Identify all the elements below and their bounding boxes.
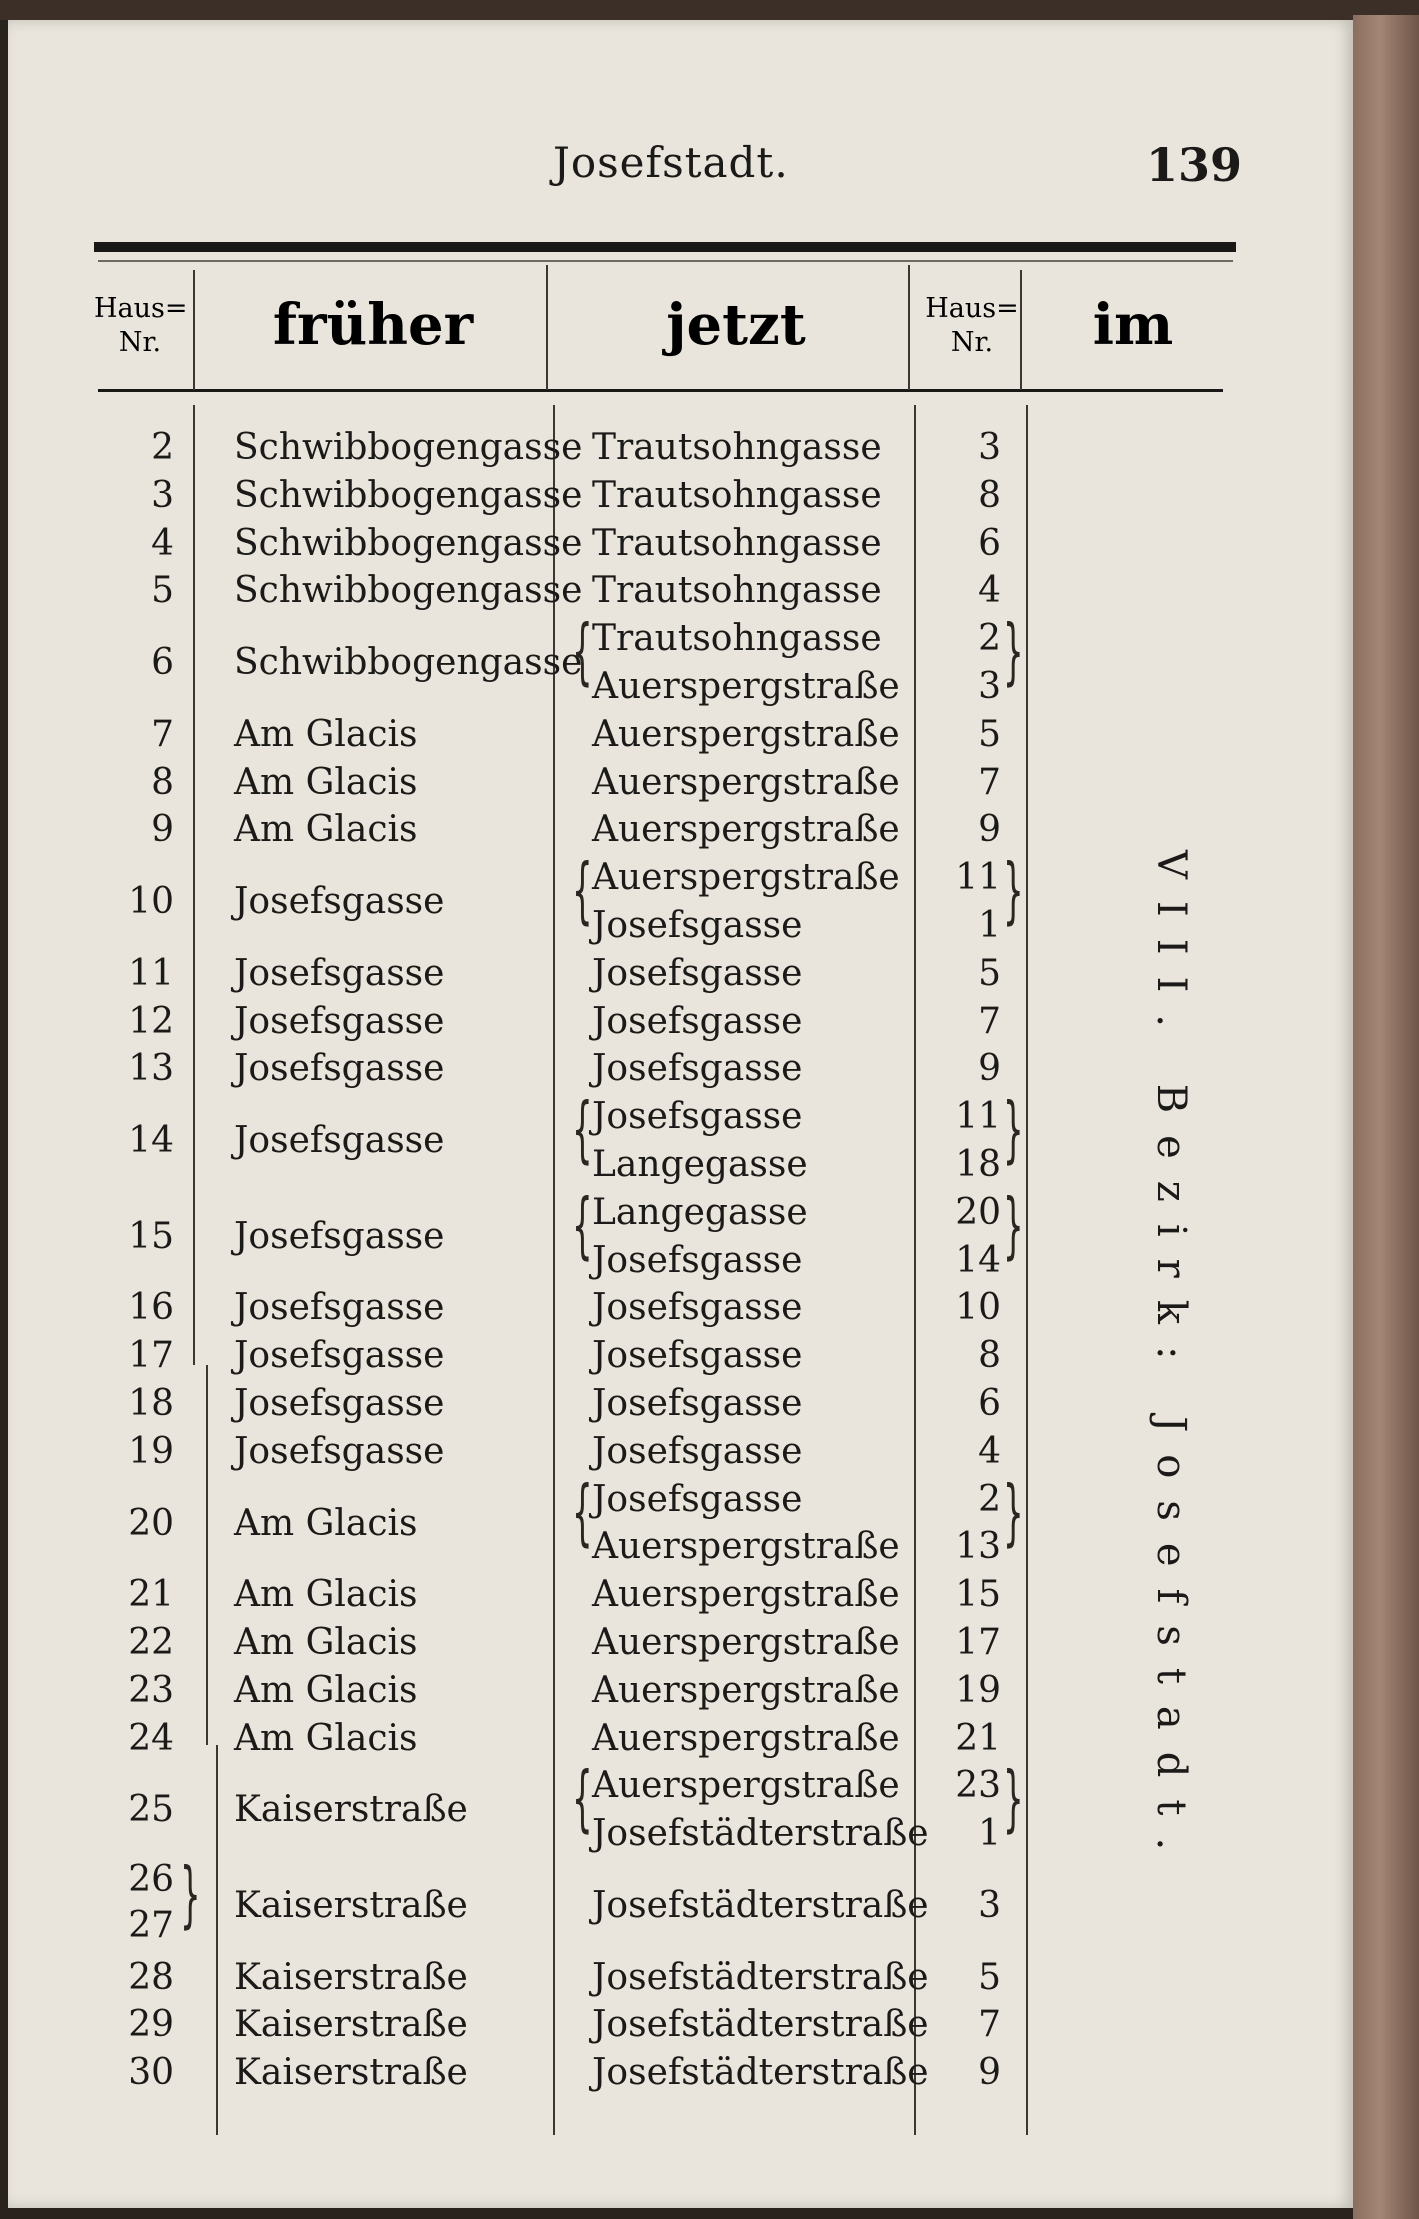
new-house-no: 4 bbox=[978, 1430, 1001, 1472]
new-house-no: 3 bbox=[978, 427, 1001, 468]
former-street: Kaiserstraße bbox=[234, 1789, 468, 1831]
new-house-no: 18 bbox=[955, 1144, 1001, 1185]
header-old-house-no-line2: Nr. bbox=[118, 327, 162, 358]
brace-left: { bbox=[572, 1087, 593, 1172]
current-street: Auerspergstraße bbox=[592, 1574, 900, 1616]
old-house-no: 22 bbox=[128, 1622, 174, 1663]
former-street: Josefsgasse bbox=[234, 1430, 445, 1472]
new-house-no: 13 bbox=[955, 1526, 1001, 1568]
old-house-no: 7 bbox=[151, 713, 174, 755]
current-street: Josefsgasse bbox=[592, 1287, 803, 1329]
former-street: Kaiserstraße bbox=[234, 1956, 468, 1998]
old-house-no: 8 bbox=[151, 761, 174, 803]
former-street: Josefsgasse bbox=[234, 1048, 445, 1090]
header-secondary-rule bbox=[98, 260, 1233, 262]
current-street: Auerspergstraße bbox=[592, 857, 900, 899]
new-house-no: 9 bbox=[978, 1048, 1001, 1090]
current-street: Langegasse bbox=[592, 1191, 808, 1233]
current-street: Auerspergstraße bbox=[592, 1669, 900, 1711]
old-house-no: 11 bbox=[128, 952, 174, 994]
new-house-no: 7 bbox=[978, 1000, 1001, 1042]
book-page bbox=[8, 20, 1353, 2208]
header-top-rule bbox=[94, 242, 1236, 252]
header-divider-1 bbox=[193, 270, 195, 390]
former-street: Am Glacis bbox=[234, 713, 418, 755]
current-street: Josefsgasse bbox=[592, 1383, 803, 1424]
old-house-no: 3 bbox=[151, 474, 174, 516]
new-house-no: 2 bbox=[978, 1478, 1001, 1520]
old-house-no: 27 bbox=[128, 1904, 174, 1946]
body-divider-1a bbox=[193, 405, 195, 1365]
old-house-no: 13 bbox=[128, 1048, 174, 1090]
new-house-no: 23 bbox=[955, 1765, 1001, 1807]
former-street: Josefsgasse bbox=[234, 1215, 445, 1257]
book-page-edge bbox=[1353, 15, 1419, 2219]
former-street: Josefsgasse bbox=[234, 1120, 445, 1162]
former-street: Schwibbogengasse bbox=[234, 570, 583, 612]
current-street: Auerspergstraße bbox=[592, 809, 900, 851]
new-house-no: 14 bbox=[955, 1239, 1001, 1281]
new-house-no: 8 bbox=[978, 474, 1001, 516]
running-head: Josefstadt. bbox=[553, 138, 789, 187]
former-street: Josefsgasse bbox=[234, 881, 445, 923]
current-street: Trautsohngasse bbox=[592, 570, 882, 612]
header-divider-4 bbox=[1020, 270, 1022, 390]
former-street: Am Glacis bbox=[234, 1669, 418, 1711]
new-house-no: 11 bbox=[955, 857, 1001, 899]
new-house-no: 19 bbox=[955, 1669, 1001, 1711]
new-house-no: 9 bbox=[978, 2052, 1001, 2094]
new-house-no: 3 bbox=[978, 666, 1001, 707]
header-bottom-rule bbox=[98, 389, 1223, 392]
former-street: Josefsgasse bbox=[234, 1335, 445, 1377]
current-street: Trautsohngasse bbox=[592, 474, 882, 516]
brace-left: { bbox=[572, 609, 593, 694]
old-house-no: 17 bbox=[128, 1335, 174, 1377]
header-new-house-no-line1: Haus= bbox=[925, 293, 1019, 324]
old-house-no: 23 bbox=[128, 1669, 174, 1711]
former-street: Am Glacis bbox=[234, 1502, 418, 1544]
current-street: Auerspergstraße bbox=[592, 1717, 900, 1759]
former-street: Am Glacis bbox=[234, 809, 418, 851]
current-street: Auerspergstraße bbox=[592, 1765, 900, 1807]
new-house-no: 7 bbox=[978, 761, 1001, 803]
body-divider-3 bbox=[914, 405, 916, 2135]
former-street: Josefsgasse bbox=[234, 1000, 445, 1042]
former-street: Am Glacis bbox=[234, 1574, 418, 1616]
old-house-no: 2 bbox=[151, 427, 174, 468]
old-house-no: 29 bbox=[128, 2004, 174, 2046]
old-house-no: 12 bbox=[128, 1000, 174, 1042]
new-house-no: 5 bbox=[978, 1956, 1001, 1998]
current-street: Josefsgasse bbox=[592, 1478, 803, 1520]
former-street: Am Glacis bbox=[234, 761, 418, 803]
current-street: Auerspergstraße bbox=[592, 761, 900, 803]
old-house-no: 15 bbox=[128, 1215, 174, 1257]
brace-right: } bbox=[1003, 1182, 1024, 1267]
former-street: Am Glacis bbox=[234, 1717, 418, 1759]
current-street: Josefstädterstraße bbox=[592, 1884, 929, 1926]
new-house-no: 9 bbox=[978, 809, 1001, 851]
brace-right: } bbox=[1003, 848, 1024, 933]
new-house-no: 7 bbox=[978, 2004, 1001, 2046]
old-house-no: 18 bbox=[128, 1383, 174, 1424]
brace-left: { bbox=[572, 1469, 593, 1554]
current-street: Josefsgasse bbox=[592, 1048, 803, 1090]
current-street: Langegasse bbox=[592, 1144, 808, 1185]
old-house-no: 20 bbox=[128, 1502, 174, 1544]
former-street: Kaiserstraße bbox=[234, 2004, 468, 2046]
new-house-no: 20 bbox=[955, 1191, 1001, 1233]
book-top-edge bbox=[0, 0, 1419, 20]
current-street: Josefsgasse bbox=[592, 905, 803, 946]
new-house-no: 11 bbox=[955, 1096, 1001, 1138]
current-street: Auerspergstraße bbox=[592, 666, 900, 707]
brace-right: } bbox=[1003, 609, 1024, 694]
brace-left: { bbox=[572, 1182, 593, 1267]
former-street: Schwibbogengasse bbox=[234, 522, 583, 564]
old-house-no: 4 bbox=[151, 522, 174, 564]
new-house-no: 21 bbox=[955, 1717, 1001, 1759]
new-house-no: 15 bbox=[955, 1574, 1001, 1616]
current-street: Josefsgasse bbox=[592, 1096, 803, 1138]
current-street: Josefsgasse bbox=[592, 1335, 803, 1377]
former-street: Josefsgasse bbox=[234, 1287, 445, 1329]
former-street: Josefsgasse bbox=[234, 952, 445, 994]
new-house-no: 6 bbox=[978, 522, 1001, 564]
new-house-no: 5 bbox=[978, 713, 1001, 755]
body-divider-1c bbox=[216, 1745, 218, 2135]
header-old-house-no bbox=[94, 292, 186, 360]
current-street: Josefsgasse bbox=[592, 1430, 803, 1472]
old-house-no: 9 bbox=[151, 809, 174, 851]
former-street: Schwibbogengasse bbox=[234, 427, 583, 468]
new-house-no: 17 bbox=[955, 1622, 1001, 1663]
former-street: Schwibbogengasse bbox=[234, 642, 583, 684]
current-street: Josefstädterstraße bbox=[592, 2052, 929, 2094]
brace-left: { bbox=[572, 1756, 593, 1841]
brace-right: } bbox=[1003, 1087, 1024, 1172]
header-divider-2 bbox=[546, 265, 548, 390]
header-district: im bbox=[1092, 292, 1174, 358]
page-number: 139 bbox=[1146, 138, 1243, 192]
old-house-no: 14 bbox=[128, 1120, 174, 1162]
header-current-street: jetzt bbox=[666, 292, 806, 358]
current-street: Josefsgasse bbox=[592, 952, 803, 994]
current-street: Trautsohngasse bbox=[592, 522, 882, 564]
header-old-house-no-line1: Haus= bbox=[94, 293, 188, 324]
body-divider-4 bbox=[1026, 405, 1028, 2135]
current-street: Auerspergstraße bbox=[592, 713, 900, 755]
district-label: VIII. Bezirk: Josefstadt. bbox=[1148, 850, 1194, 1873]
new-house-no: 10 bbox=[955, 1287, 1001, 1329]
brace-right: } bbox=[1003, 1469, 1024, 1554]
brace-left: { bbox=[572, 848, 593, 933]
brace-right: } bbox=[1003, 1756, 1024, 1841]
header-new-house-no bbox=[920, 292, 1024, 360]
header-divider-3 bbox=[908, 265, 910, 390]
new-house-no: 8 bbox=[978, 1335, 1001, 1377]
new-house-no: 2 bbox=[978, 618, 1001, 660]
body-divider-1b bbox=[206, 1365, 208, 1745]
old-house-no: 5 bbox=[151, 570, 174, 612]
former-street: Kaiserstraße bbox=[234, 1884, 468, 1926]
current-street: Auerspergstraße bbox=[592, 1526, 900, 1568]
current-street: Josefstädterstraße bbox=[592, 2004, 929, 2046]
current-street: Trautsohngasse bbox=[592, 427, 882, 468]
new-house-no: 1 bbox=[978, 905, 1001, 946]
former-street: Josefsgasse bbox=[234, 1383, 445, 1424]
current-street: Auerspergstraße bbox=[592, 1622, 900, 1663]
new-house-no: 3 bbox=[978, 1884, 1001, 1926]
new-house-no: 6 bbox=[978, 1383, 1001, 1424]
header-former-street: früher bbox=[272, 292, 474, 358]
brace-right-old-no: } bbox=[180, 1852, 201, 1936]
old-house-no: 21 bbox=[128, 1574, 174, 1616]
old-house-no: 28 bbox=[128, 1956, 174, 1998]
former-street: Kaiserstraße bbox=[234, 2052, 468, 2094]
current-street: Josefstädterstraße bbox=[592, 1813, 929, 1855]
new-house-no: 4 bbox=[978, 570, 1001, 612]
current-street: Trautsohngasse bbox=[592, 618, 882, 660]
old-house-no: 24 bbox=[128, 1717, 174, 1759]
new-house-no: 1 bbox=[978, 1813, 1001, 1855]
old-house-no: 16 bbox=[128, 1287, 174, 1329]
current-street: Josefstädterstraße bbox=[592, 1956, 929, 1998]
former-street: Schwibbogengasse bbox=[234, 474, 583, 516]
old-house-no: 25 bbox=[128, 1789, 174, 1831]
old-house-no: 6 bbox=[151, 642, 174, 684]
header-new-house-no-line2: Nr. bbox=[950, 327, 994, 358]
current-street: Josefsgasse bbox=[592, 1000, 803, 1042]
former-street: Am Glacis bbox=[234, 1622, 418, 1663]
old-house-no: 19 bbox=[128, 1430, 174, 1472]
old-house-no: 26 bbox=[128, 1859, 174, 1900]
current-street: Josefsgasse bbox=[592, 1239, 803, 1281]
new-house-no: 5 bbox=[978, 952, 1001, 994]
old-house-no: 10 bbox=[128, 881, 174, 923]
old-house-no: 30 bbox=[128, 2052, 174, 2094]
